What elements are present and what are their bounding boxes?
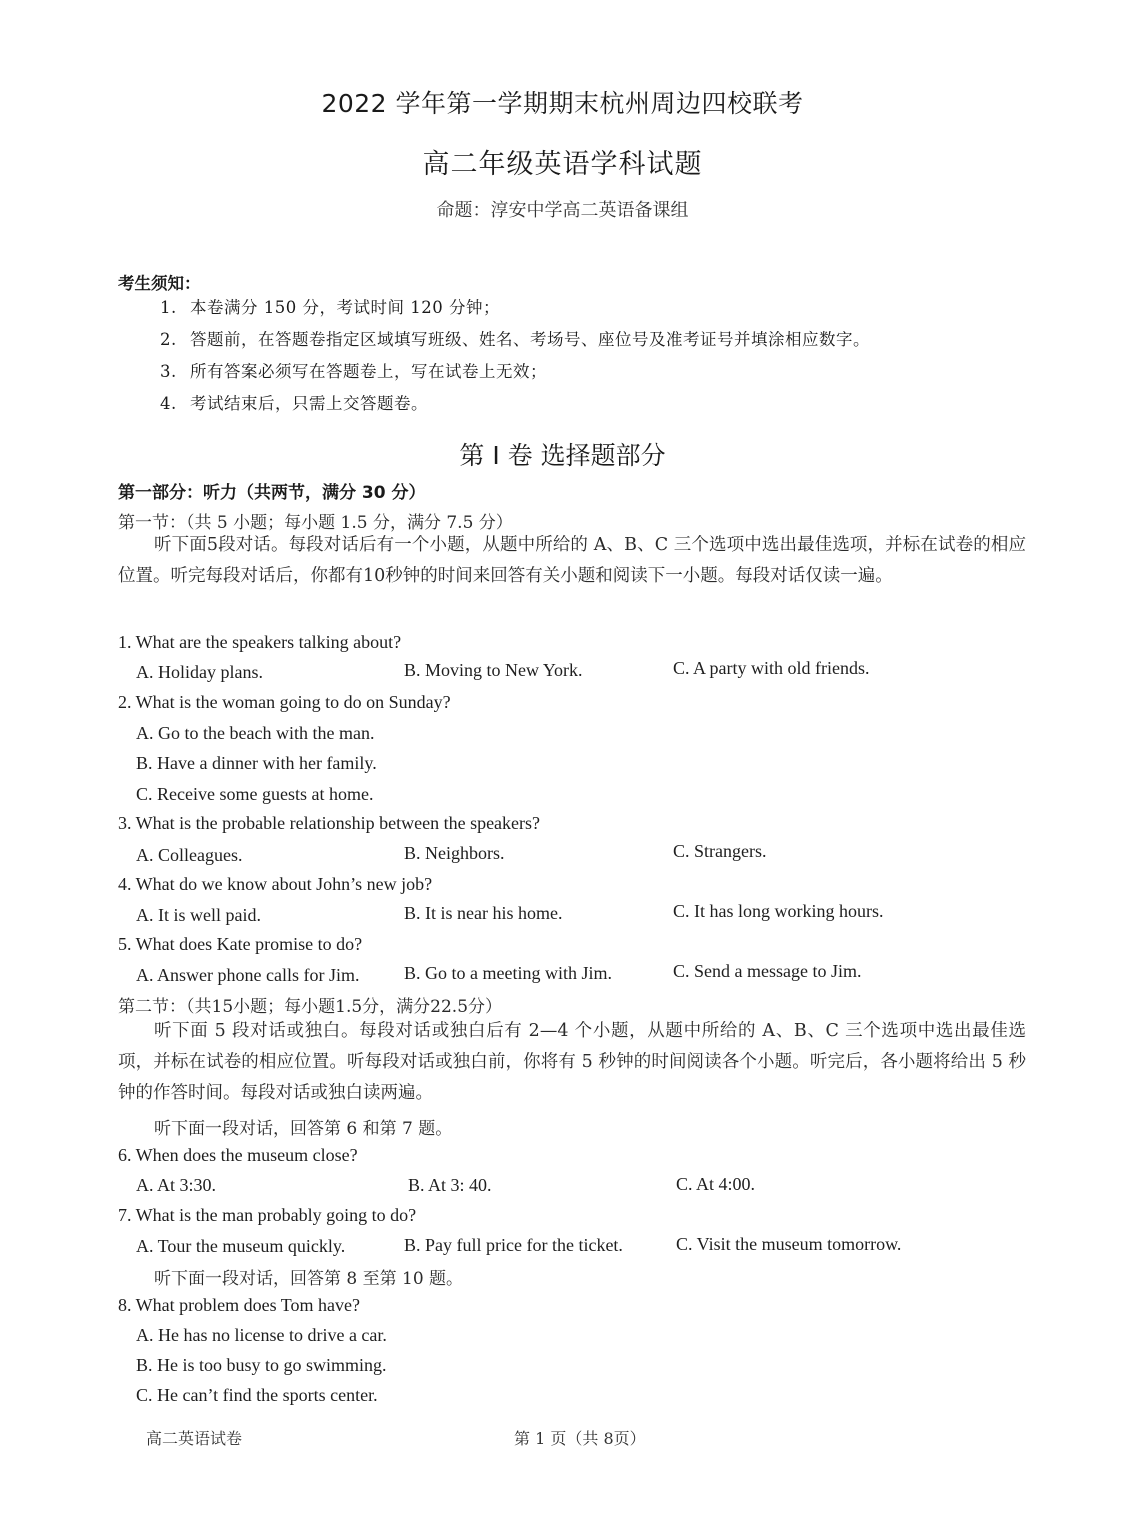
notice-item: 4. 考试结束后，只需上交答题卷。 (160, 394, 428, 413)
part1-title: 第一部分：听力（共两节，满分 30 分） (118, 483, 426, 503)
question-3-option-c: C. Strangers. (673, 841, 767, 861)
question-7-option-a: A. Tour the museum quickly. (136, 1236, 346, 1256)
question-8-option-b: B. He is too busy to go swimming. (136, 1355, 387, 1375)
question-3-option-b: B. Neighbors. (404, 843, 505, 863)
question-1-option-b: B. Moving to New York. (404, 660, 583, 680)
section-title: 第 I 卷 选择题部分 (459, 441, 666, 470)
section2-instructions: 听下面 5 段对话或独白。每段对话或独白后有 2—4 个小题，从题中所给的 A、B、C 三个选项中选出最佳选项，并标在试卷的相应位置。听每段对话或独白前，你将有 5 秒钟的时间阅读各个小题。听完后，各小题将给出 5 秒钟的作答时间。每段对话或独白读两遍。 (118, 1021, 1026, 1103)
question-2-option-c: C. Receive some guests at home. (136, 784, 374, 804)
section2-header: 第二节：（共15小题；每小题1.5分，满分22.5分） (118, 997, 503, 1017)
question-4-option-a: A. It is well paid. (136, 905, 261, 925)
question-6-option-b: B. At 3: 40. (408, 1175, 492, 1195)
question-7-option-c: C. Visit the museum tomorrow. (676, 1234, 902, 1254)
question-8-stem: 8. What problem does Tom have? (118, 1295, 361, 1315)
question-5-option-b: B. Go to a meeting with Jim. (404, 963, 612, 983)
question-4-stem: 4. What do we know about John’s new job? (118, 874, 433, 894)
notice-list (160, 292, 870, 420)
question-1-option-a: A. Holiday plans. (136, 662, 263, 682)
notice-heading: 考生须知： (118, 274, 201, 293)
question-5-option-c: C. Send a message to Jim. (673, 961, 862, 981)
footer-subject: 高二英语试卷 (146, 1429, 243, 1448)
question-8-option-c: C. He can’t find the sports center. (136, 1385, 378, 1405)
question-6-option-a: A. At 3:30. (136, 1175, 217, 1195)
question-2-option-a: A. Go to the beach with the man. (136, 723, 375, 743)
section1-instructions: 听下面5段对话。每段对话后有一个小题，从题中所给的 A、B、C 三个选项中选出最佳选项，并标在试卷的相应位置。听完每段对话后，你都有10秒钟的时间来回答有关小题和阅读下一小题。每段对话仅读一遍。 (118, 535, 1026, 586)
question-6-stem: 6. When does the museum close? (118, 1145, 358, 1165)
instruction-q6-q7: 听下面一段对话，回答第 6 和第 7 题。 (154, 1119, 453, 1139)
exam-author: 命题：淳安中学高二英语备课组 (436, 200, 689, 221)
question-3-option-a: A. Colleagues. (136, 845, 243, 865)
question-4-option-b: B. It is near his home. (404, 903, 563, 923)
question-8-option-a: A. He has no license to drive a car. (136, 1325, 387, 1345)
notice-item: 1. 本卷满分 150 分，考试时间 120 分钟； (160, 298, 500, 317)
question-7-stem: 7. What is the man probably going to do? (118, 1205, 417, 1225)
footer-page-number: 第 1 页（共 8页） (514, 1429, 646, 1448)
instruction-q8-q10: 听下面一段对话，回答第 8 至第 10 题。 (154, 1269, 464, 1289)
question-5-option-a: A. Answer phone calls for Jim. (136, 965, 360, 985)
notice-item: 3. 所有答案必须写在答题卷上，写在试卷上无效； (160, 362, 547, 381)
exam-subtitle: 高二年级英语学科试题 (422, 149, 703, 180)
question-7-option-b: B. Pay full price for the ticket. (404, 1235, 623, 1255)
section1-header: 第一节：（共 5 小题；每小题 1.5 分，满分 7.5 分） (118, 513, 513, 533)
question-3-stem: 3. What is the probable relationship between the speakers? (118, 813, 541, 833)
notice-item: 2. 答题前，在答题卷指定区域填写班级、姓名、考场号、座位号及准考证号并填涂相应数字。 (160, 330, 870, 349)
question-5-stem: 5. What does Kate promise to do? (118, 934, 363, 954)
exam-title: 2022 学年第一学期期末杭州周边四校联考 (321, 89, 804, 118)
question-2-stem: 2. What is the woman going to do on Sunday? (118, 692, 451, 712)
question-1-stem: 1. What are the speakers talking about? (118, 632, 402, 652)
question-4-option-c: C. It has long working hours. (673, 901, 884, 921)
question-1-option-c: C. A party with old friends. (673, 658, 870, 678)
question-2-option-b: B. Have a dinner with her family. (136, 753, 377, 773)
question-6-option-c: C. At 4:00. (676, 1174, 756, 1194)
